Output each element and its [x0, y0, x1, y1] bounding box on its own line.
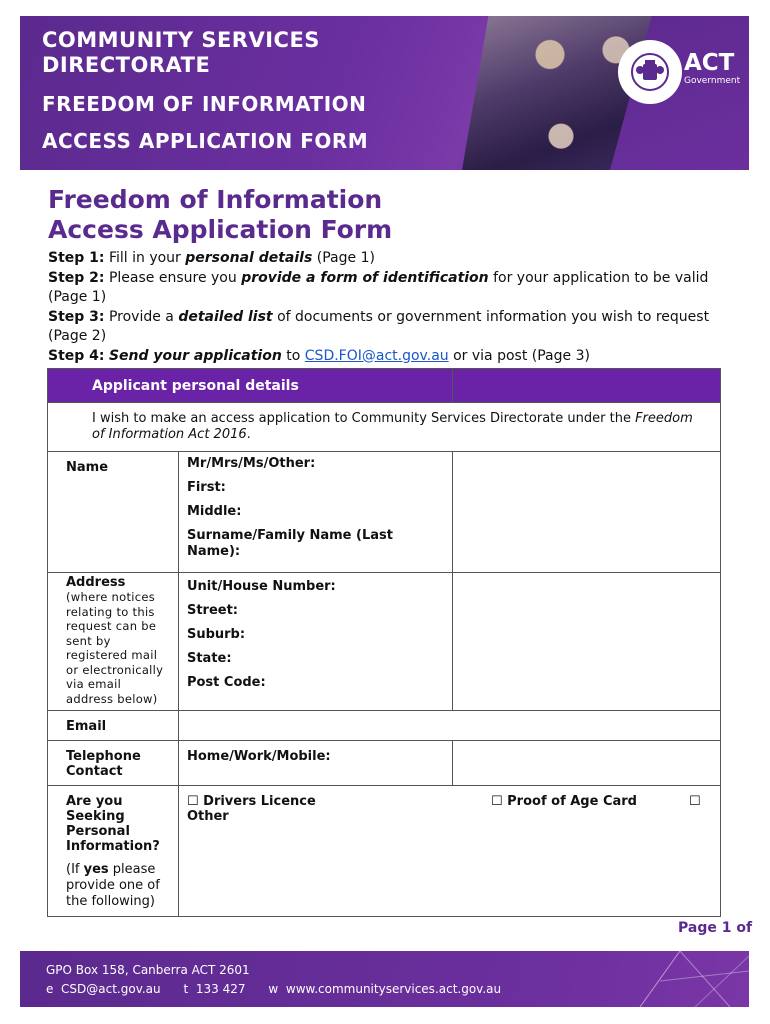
- name-fields: [178, 452, 452, 573]
- act-logo-subtext: Government: [684, 76, 741, 86]
- step-4-mid: to: [281, 347, 305, 364]
- section-header-row: [48, 369, 721, 403]
- page-title-line2: Access Application Form: [48, 215, 393, 244]
- proof-of-age-checkbox[interactable]: ☐ Proof of Age Card: [490, 794, 637, 809]
- address-label-cell: [48, 573, 179, 711]
- seeking-label: Are you Seeking Personal Information?: [66, 794, 160, 854]
- name-row: [48, 452, 721, 573]
- step-3-post: of documents or government information you wish to request (Page 2): [48, 308, 710, 344]
- intro-text: [48, 403, 721, 452]
- step-3-label: Step 3:: [48, 308, 105, 325]
- seeking-label-cell: [48, 786, 179, 917]
- act-crest-logo: [618, 40, 682, 104]
- address-fields: [178, 573, 452, 711]
- address-note: (where notices relating to this request can be sent by registered mail or electronically via email address below): [66, 590, 164, 706]
- header-banner: [20, 16, 749, 170]
- name-label: Name: [48, 452, 179, 573]
- email-link[interactable]: CSD.FOI@act.gov.au: [304, 347, 449, 364]
- address-label: Address: [66, 575, 126, 590]
- page-indicator: Page 1 of: [678, 920, 753, 936]
- email-input-cell[interactable]: [178, 711, 720, 741]
- phone-field-label: Home/Work/Mobile:: [178, 741, 452, 786]
- footer-bar: [20, 951, 749, 1007]
- state-field-label: State:: [186, 651, 232, 666]
- page-title: [48, 185, 392, 245]
- address-row: [48, 573, 721, 711]
- id-options-cell: [178, 786, 720, 917]
- suburb-field-label: Suburb:: [186, 627, 246, 642]
- step-1-post: (Page 1): [312, 250, 375, 266]
- step-4-emphasis: Send your application: [108, 347, 282, 364]
- applicant-details-table: [47, 368, 721, 917]
- seeking-note-pre: (If: [66, 862, 84, 877]
- step-2-post: for your application to be valid (Page 1): [48, 269, 709, 305]
- step-2-label: Step 2:: [48, 269, 105, 286]
- email-label: Email: [48, 711, 179, 741]
- banner-title-line1: COMMUNITY SERVICES: [42, 28, 320, 52]
- intro-row: [48, 403, 721, 452]
- email-row: [48, 711, 721, 741]
- first-name-field-label: First:: [186, 480, 226, 495]
- step-1-pre: Fill in your: [104, 250, 186, 266]
- footer-email-prefix: e: [46, 982, 54, 996]
- intro-text-main: I wish to make an access application to Community Services Directorate under the: [92, 411, 636, 426]
- banner-title-line4: ACCESS APPLICATION FORM: [42, 129, 369, 153]
- footer-website[interactable]: www.communityservices.act.gov.au: [285, 982, 502, 996]
- crest-icon: [630, 52, 670, 92]
- step-4: [48, 347, 728, 367]
- step-2-pre: Please ensure you: [104, 269, 242, 286]
- title-field-label: Mr/Mrs/Ms/Other:: [186, 456, 316, 471]
- step-4-label: Step 4:: [48, 347, 105, 364]
- page-title-line1: Freedom of Information: [48, 185, 383, 214]
- step-3-pre: Provide a: [104, 308, 179, 325]
- section-title: Applicant personal details: [48, 369, 453, 403]
- seeking-note: [66, 862, 170, 910]
- unit-field-label: Unit/House Number:: [186, 579, 336, 594]
- drivers-licence-checkbox[interactable]: ☐ Drivers Licence: [186, 794, 316, 809]
- banner-title-line3: FREEDOM OF INFORMATION: [42, 92, 367, 116]
- footer-contacts: [46, 982, 501, 996]
- footer-phone: 133 427: [195, 982, 246, 996]
- phone-input-cell[interactable]: [452, 741, 720, 786]
- step-1-label: Step 1:: [48, 250, 105, 266]
- step-1-emphasis: personal details: [185, 250, 313, 266]
- seeking-info-row: [48, 786, 721, 917]
- postcode-field-label: Post Code:: [186, 675, 266, 690]
- footer-address: GPO Box 158, Canberra ACT 2601: [46, 963, 250, 977]
- footer-email[interactable]: CSD@act.gov.au: [61, 982, 161, 996]
- banner-title-line2: DIRECTORATE: [42, 53, 211, 77]
- intro-text-end: .: [246, 427, 251, 442]
- phone-row: [48, 741, 721, 786]
- street-field-label: Street:: [186, 603, 239, 618]
- middle-name-field-label: Middle:: [186, 504, 242, 519]
- step-3-emphasis: detailed list: [178, 308, 273, 325]
- seeking-note-bold: yes: [83, 862, 109, 877]
- address-input-cell[interactable]: [452, 573, 720, 711]
- step-3: [48, 308, 728, 347]
- footer-web-prefix: w: [268, 982, 279, 996]
- surname-field-label: Surname/Family Name (Last Name):: [186, 528, 393, 559]
- step-1: [48, 249, 728, 269]
- intro-act-name: Freedom of Information Act 2016: [92, 411, 693, 442]
- footer-phone-prefix: t: [183, 982, 189, 996]
- step-4-post: or via post (Page 3): [448, 347, 590, 364]
- section-header-blank: [452, 369, 720, 403]
- footer-decoration: [620, 951, 749, 1007]
- other-option-label: Other: [186, 809, 229, 824]
- seeking-note-post: please provide one of the following): [66, 862, 160, 909]
- other-checkbox[interactable]: ☐: [688, 794, 701, 809]
- act-logo-text: ACT: [684, 50, 735, 76]
- name-input-cell[interactable]: [452, 452, 720, 573]
- instructions-steps: [48, 249, 728, 366]
- step-2: [48, 269, 728, 308]
- phone-label: Telephone Contact: [48, 741, 179, 786]
- step-2-emphasis: provide a form of identification: [241, 269, 489, 286]
